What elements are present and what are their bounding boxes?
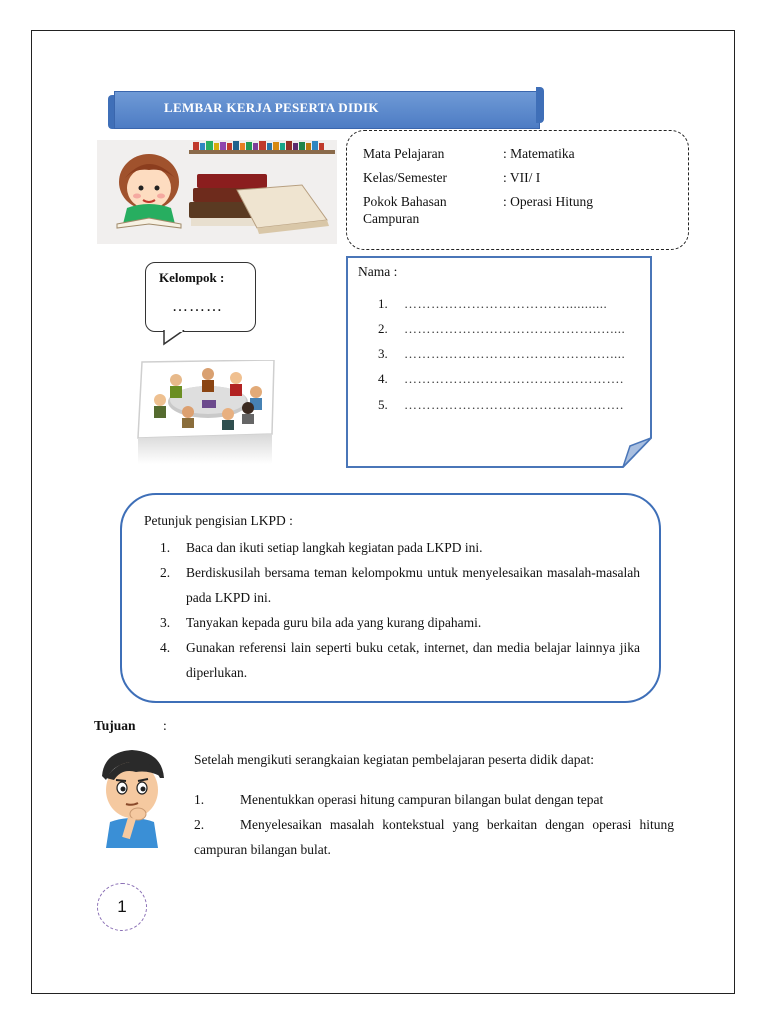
- instruction-item: 1. Baca dan ikuti setiap langkah kegiatan pada LKPD ini.: [160, 540, 483, 555]
- boy-thinking-illustration: [92, 748, 172, 848]
- member-names-box: [346, 256, 652, 468]
- instruction-item: 3. Tanyakan kepada guru bila ada yang kurang dipahami.: [160, 615, 482, 630]
- instruction-item: 2. Berdiskusilah bersama teman kelompokmu untuk menyelesaikan masalah-masalah pada LKPD ini.: [160, 565, 640, 605]
- name-row[interactable]: 1. ………………………………...........: [378, 296, 608, 311]
- instructions-heading: Petunjuk pengisian LKPD :: [144, 513, 293, 528]
- page-number-badge: [97, 883, 147, 931]
- subject-info-box: [346, 130, 689, 250]
- name-row[interactable]: 3. …………………………………….…....: [378, 346, 626, 361]
- instruction-item: 4. Gunakan referensi lain seperti buku cetak, internet, dan media belajar lainnya jika diperlukan.: [160, 640, 640, 680]
- goals-colon: :: [163, 718, 167, 733]
- goals-intro: Setelah mengikuti serangkaian kegiatan pembelajaran peserta didik dapat:: [194, 752, 594, 767]
- goal-item: 2. Menyelesaikan masalah kontekstual yang berkaitan dengan operasi hitung campuran bilangan bulat.: [194, 817, 674, 857]
- instructions-box: [120, 493, 661, 703]
- group-discussion-illustration: [136, 360, 276, 464]
- topic-label-cont: Campuran: [363, 211, 420, 226]
- group-bubble: [145, 262, 256, 332]
- group-dots: ………: [172, 298, 223, 315]
- topic-label: Pokok Bahasan: [363, 194, 447, 209]
- bubble-tail: [162, 330, 202, 346]
- topic-value: : Operasi Hitung: [503, 194, 593, 209]
- title-banner: [108, 91, 544, 129]
- page-number: 1: [117, 897, 127, 916]
- goal-item: 1. Menentukkan operasi hitung campuran bilangan bulat dengan tepat: [194, 792, 604, 807]
- group-label: Kelompok :: [159, 270, 225, 285]
- name-row[interactable]: 2. …………………………………….…....: [378, 321, 626, 336]
- girl-reading-illustration: [97, 140, 337, 244]
- subject-value: : Matematika: [503, 146, 575, 161]
- subject-label: Mata Pelajaran: [363, 146, 445, 161]
- names-label: Nama :: [358, 264, 398, 279]
- name-row[interactable]: 4. ………………………………………….: [378, 371, 624, 386]
- names-box-frame: [346, 256, 652, 468]
- instructions-list: [160, 535, 640, 685]
- goals-label: Tujuan: [94, 718, 136, 733]
- name-row[interactable]: 5. ………………………………………….: [378, 397, 624, 412]
- class-semester-label: Kelas/Semester: [363, 170, 447, 185]
- class-semester-value: : VII/ I: [503, 170, 541, 185]
- worksheet-title: LEMBAR KERJA PESERTA DIDIK: [164, 100, 379, 115]
